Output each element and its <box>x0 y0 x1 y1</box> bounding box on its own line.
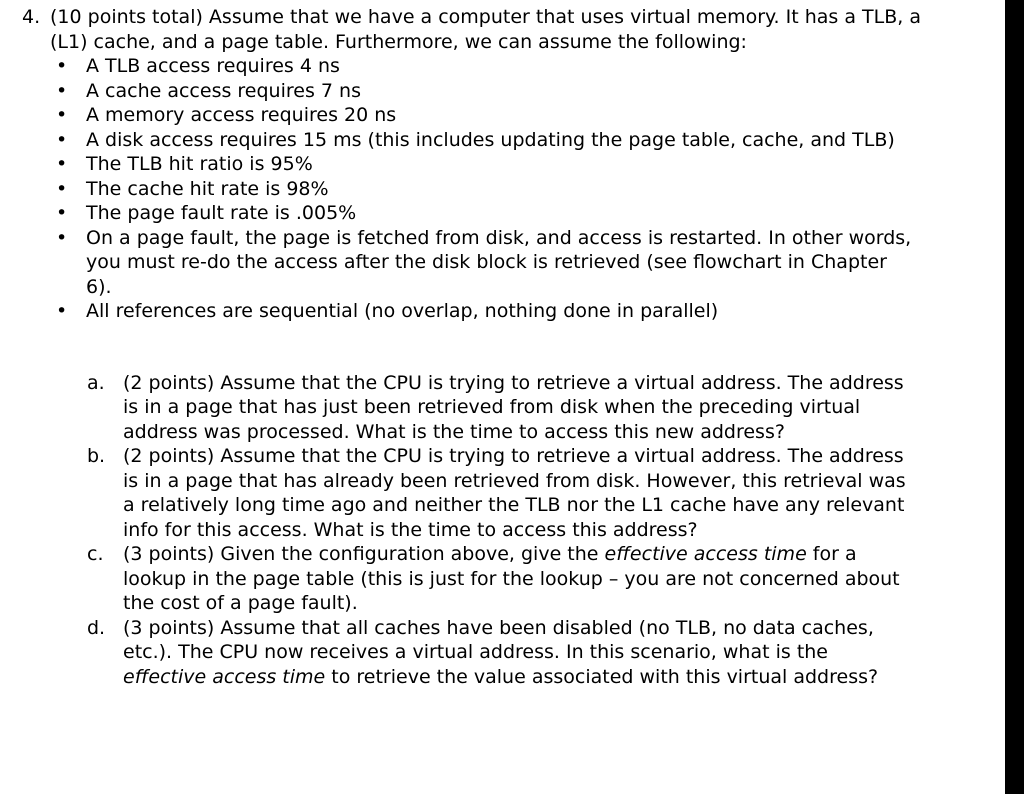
subpart-a <box>87 371 913 445</box>
assumption-item <box>56 201 916 226</box>
bullet-icon: • <box>56 177 68 200</box>
subpart-letter: c. <box>87 543 104 565</box>
assumption-text: The TLB hit ratio is 95% <box>86 153 313 175</box>
bullet-icon: • <box>56 55 68 77</box>
emphasis-term: effective access time <box>604 543 807 565</box>
bullet-icon: • <box>56 79 68 102</box>
subpart-c <box>87 542 913 616</box>
assumption-item <box>56 54 916 79</box>
emphasis-term: effective access time <box>123 665 326 688</box>
assumption-item <box>56 177 916 202</box>
question-intro: (10 points total) Assume that we have a computer that uses virtual memory. It has a TLB, a (L1) cache, and a page table. Furthermore, we can assume the following: <box>50 6 921 53</box>
assumption-text: A disk access requires 15 ms (this includes updating the page table, cache, and TLB) <box>86 128 895 151</box>
bullet-icon: • <box>56 226 68 249</box>
assumption-text: A memory access requires 20 ns <box>86 104 397 126</box>
page-edge-bar <box>1005 0 1024 794</box>
subparts-list <box>0 371 1000 690</box>
assumption-text: The page fault rate is .005% <box>86 202 357 224</box>
bullet-icon: • <box>56 202 68 224</box>
assumption-text: A TLB access requires 4 ns <box>86 55 340 77</box>
subpart-b <box>87 444 913 542</box>
bullet-icon: • <box>56 300 68 322</box>
assumption-item <box>56 152 916 177</box>
subpart-text: (2 points) Assume that the CPU is trying to retrieve a virtual address. The address is in a page that has just been retrieved from disk when the preceding virtual address was processed. What is the time to access this new address? <box>123 371 904 443</box>
subpart-text-after: for a lookup in the page table (this is just for the lookup – you are not concerned about the cost of a page fault). <box>123 543 900 614</box>
bullet-icon: • <box>56 104 68 126</box>
assumption-text: On a page fault, the page is fetched from disk, and access is restarted. In other words, you must re-do the access after the disk block is retrieved (see flowchart in Chapter 6). <box>86 226 912 298</box>
assumption-item <box>56 79 916 104</box>
bullet-icon: • <box>56 153 68 175</box>
bullet-icon: • <box>56 128 68 151</box>
subpart-text-before: (3 points) Assume that all caches have been disabled (no TLB, no data caches, etc.). The CPU now receives a virtual address. In this scenario, what is the <box>123 616 874 663</box>
subpart-letter: a. <box>87 371 105 394</box>
assumption-text: All references are sequential (no overlap, nothing done in parallel) <box>86 300 719 322</box>
assumption-text: The cache hit rate is 98% <box>86 177 329 200</box>
assumption-item <box>56 103 916 128</box>
subpart-text-before: (3 points) Given the configuration above, give the <box>123 543 605 565</box>
assumption-text: A cache access requires 7 ns <box>86 79 361 102</box>
assumptions-list <box>0 54 1000 324</box>
question-4 <box>0 5 1000 689</box>
assumption-item <box>56 226 916 300</box>
subpart-d <box>87 616 913 690</box>
subpart-text: (2 points) Assume that the CPU is trying to retrieve a virtual address. The address is in a page that has already been retrieved from disk. However, this retrieval was a relatively long time ago and neither the TLB nor the L1 cache have any relevant info for this access. What is the time to access this address? <box>123 445 906 541</box>
subpart-text-after: to retrieve the value associated with this virtual address? <box>325 665 879 688</box>
question-number: 4. <box>22 6 41 28</box>
assumption-item <box>56 128 916 153</box>
subpart-letter: d. <box>87 616 106 639</box>
subpart-letter: b. <box>87 445 106 467</box>
assumption-item <box>56 299 916 324</box>
